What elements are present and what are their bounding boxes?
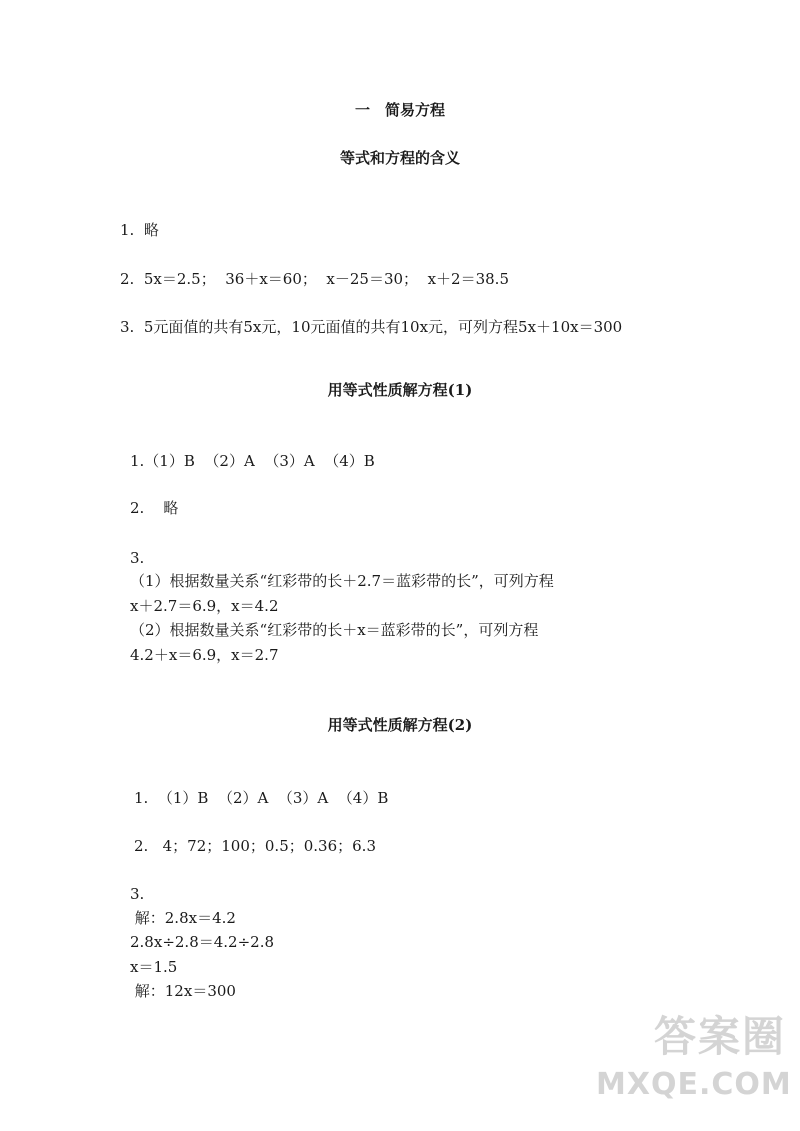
section-title-solve-2: 用等式性质解方程(2): [327, 716, 473, 734]
s2-q3-line-2: x＋2.7＝6.9，x＝4.2: [130, 597, 279, 615]
s2-q3-line-4: 4.2＋x＝6.9，x＝2.7: [130, 646, 279, 664]
s2-question-3: 3.: [130, 549, 145, 567]
s3-question-3: 3.: [130, 885, 145, 903]
watermark-text: 答案圈: [653, 1012, 786, 1061]
s2-question-1: 1.（1）B （2）A （3）A （4）B: [130, 452, 375, 470]
unit-title: 一 简易方程: [354, 101, 445, 119]
s1-question-3: 3. 5元面值的共有5x元，10元面值的共有10x元，可列方程5x＋10x＝300: [120, 318, 623, 336]
s3-q3-line-4: 解：12x＝300: [130, 982, 236, 1000]
s2-q3-line-1: （1）根据数量关系“红彩带的长＋2.7＝蓝彩带的长”，可列方程: [130, 572, 554, 590]
s1-question-1: 1. 略: [120, 221, 159, 239]
s2-question-2: 2. 略: [130, 499, 179, 517]
section-title-equation-meaning: 等式和方程的含义: [339, 149, 460, 167]
s2-q3-line-3: （2）根据数量关系“红彩带的长＋x＝蓝彩带的长”，可列方程: [130, 621, 539, 639]
s3-q3-line-3: x＝1.5: [130, 958, 178, 976]
s3-question-1: 1. （1）B （2）A （3）A （4）B: [134, 789, 389, 807]
watermark-logo: [596, 1008, 792, 1123]
s1-question-2: 2. 5x＝2.5； 36＋x＝60； x－25＝30； x＋2＝38.5: [120, 270, 509, 288]
s3-q3-line-1: 解：2.8x＝4.2: [130, 909, 236, 927]
section-title-solve-1: 用等式性质解方程(1): [327, 381, 473, 399]
watermark-url: MXQE.COM: [596, 1067, 792, 1102]
s3-q3-line-2: 2.8x÷2.8＝4.2÷2.8: [130, 933, 275, 951]
s3-question-2: 2. 4；72；100；0.5；0.36；6.3: [134, 837, 376, 855]
